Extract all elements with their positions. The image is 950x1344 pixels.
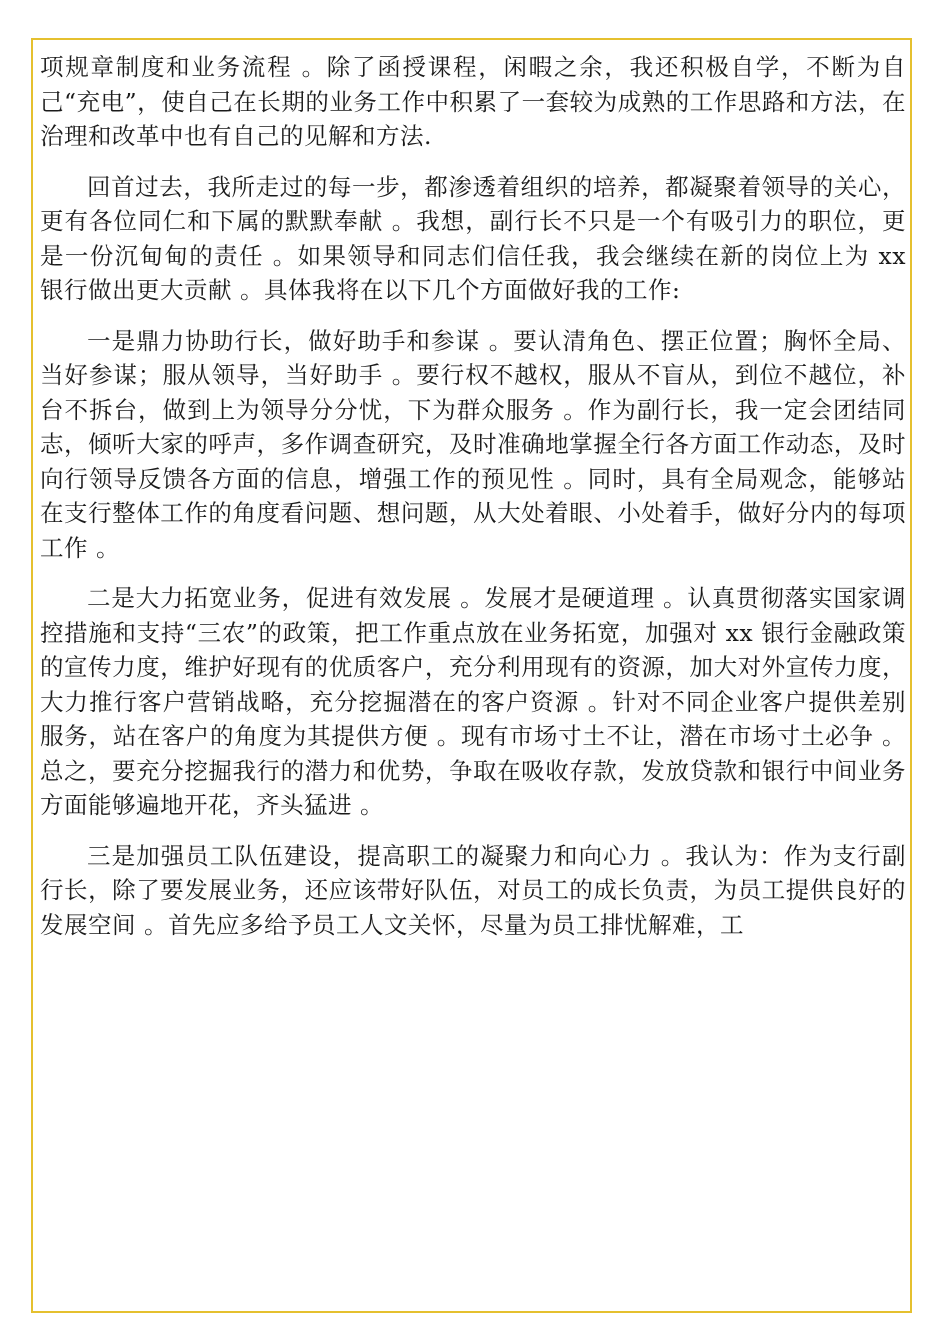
paragraph-1: 项规章制度和业务流程 。除了函授课程，闲暇之余，我还积极自学，不断为自己“充电”，使自己在长期的业务工作中积累了一套较为成熟的工作思路和方法，在治理和改革中也有自己的见解和方法.	[40, 53, 906, 150]
document-body	[40, 50, 906, 958]
paragraph-3: 一是鼎力协助行长，做好助手和参谋 。要认清角色、摆正位置；胸怀全局、当好参谋；服从领导，当好助手 。要行权不越权，服从不盲从，到位不越位，补台不拆台，做到上为领导分分忧，下为群众服务 。作为副行长，我一定会团结同志，倾听大家的呼声，多作调查研究，及时准确地掌握全行各方面工作动态，及时向行领导反馈各方面的信息，增强工作的预见性 。同时，具有全局观念，能够站在支行整体工作的角度看问题、想问题，从大处着眼、小处着手，做好分内的每项工作 。	[40, 326, 906, 562]
paragraph-5: 三是加强员工队伍建设，提高职工的凝聚力和向心力 。我认为：作为支行副行长，除了要发展业务，还应该带好队伍，对员工的成长负责，为员工提供良好的发展空间 。首先应多给予员工人文关怀，尽量为员工排忧解难，工	[40, 841, 906, 939]
paragraph-2: 回首过去，我所走过的每一步，都渗透着组织的培养，都凝聚着领导的关心，更有各位同仁和下属的默默奉献 。我想，副行长不只是一个有吸引力的职位，更是一份沉甸甸的责任 。如果领导和同志们信任我，我会继续在新的岗位上为 xx 银行做出更大贡献 。具体我将在以下几个方面做好我的工作:	[40, 172, 906, 304]
paragraph-4: 二是大力拓宽业务，促进有效发展 。发展才是硬道理 。认真贯彻落实国家调控措施和支持“三农”的政策，把工作重点放在业务拓宽，加强对 xx 银行金融政策的宣传力度，维护好现有的优质客户，充分利用现有的资源，加大对外宣传力度，大力推行客户营销战略，充分挖掘潜在的客户资源 。针对不同企业客户提供差别服务，站在客户的角度为其提供方便 。现有市场寸土不让，潜在市场寸土必争 。总之，要充分挖掘我行的潜力和优势，争取在吸收存款，发放贷款和银行中间业务方面能够遍地开花，齐头猛进 。	[40, 584, 906, 819]
